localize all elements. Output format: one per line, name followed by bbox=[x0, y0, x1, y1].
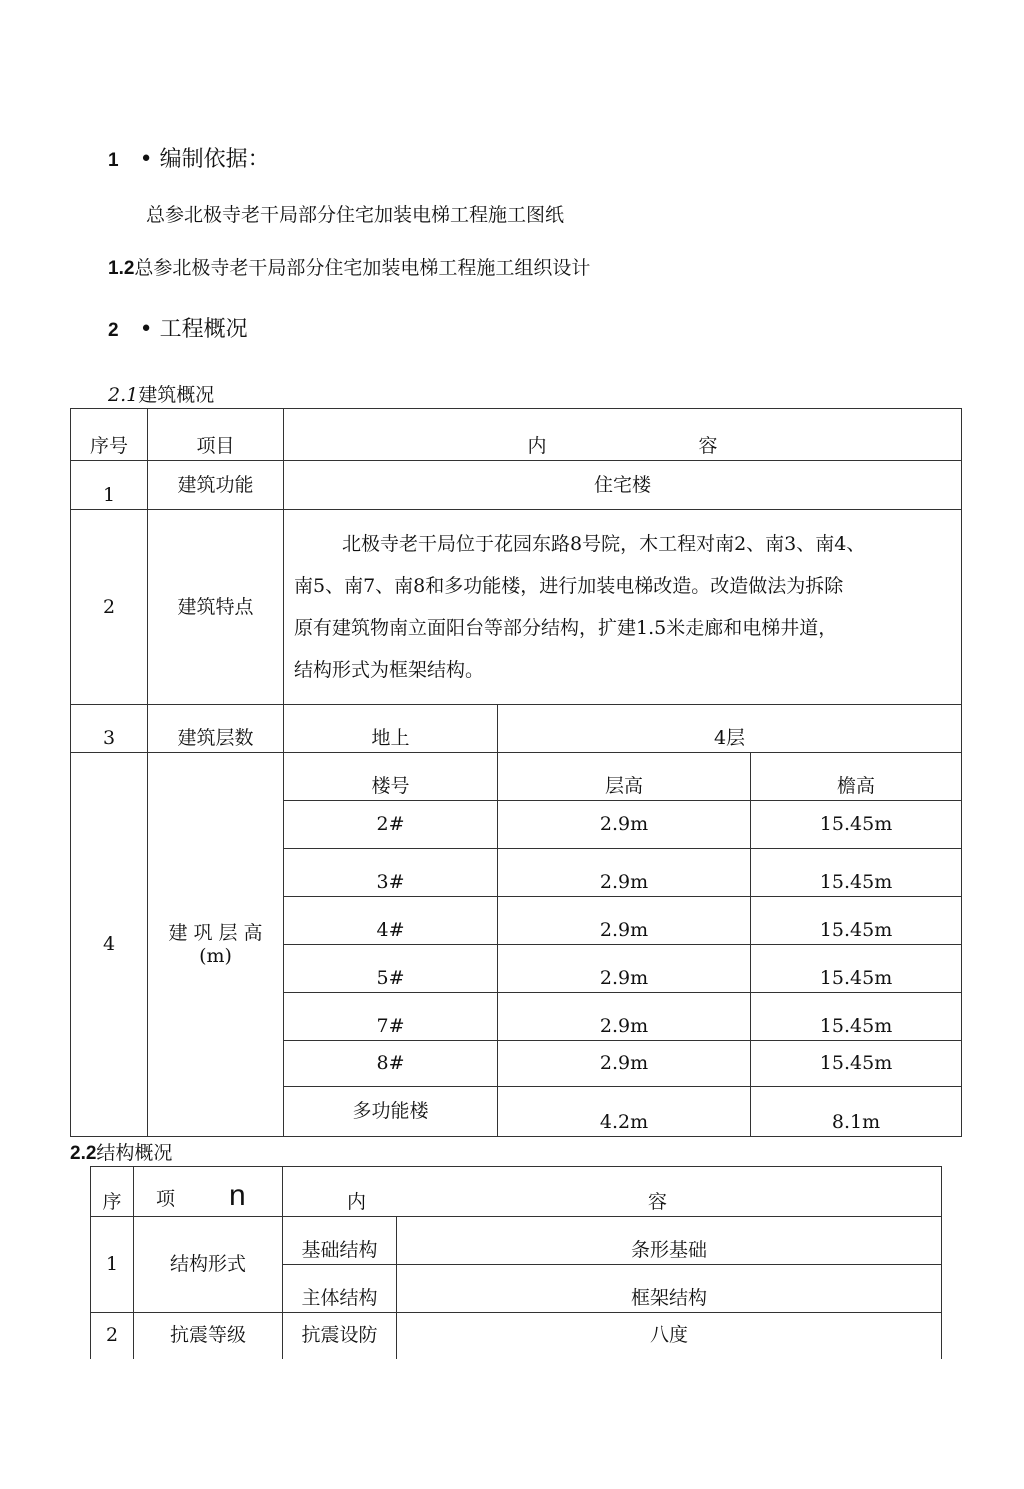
row-2-line-1: 北极寺老干局位于花园东路8号院，木工程对南2、南3、南4、 bbox=[342, 533, 866, 555]
table-row bbox=[71, 705, 962, 753]
main-structure-value: 框架结构 bbox=[397, 1265, 942, 1313]
row-4-item bbox=[148, 753, 284, 1137]
row-1-item: 结构形式 bbox=[134, 1217, 283, 1313]
building-number: 多功能楼 bbox=[284, 1087, 498, 1137]
building-number: 3# bbox=[284, 849, 498, 897]
section-2-1-heading bbox=[108, 380, 214, 407]
building-number: 4# bbox=[284, 897, 498, 945]
row-2-description bbox=[284, 510, 962, 705]
row-3-item: 建筑层数 bbox=[148, 705, 284, 753]
subheader-eave-height: 檐高 bbox=[751, 753, 962, 801]
row-3-above-ground: 地上 bbox=[284, 705, 498, 753]
reference-item-2-number: 1.2 bbox=[108, 258, 135, 279]
section-2-2-heading bbox=[70, 1138, 172, 1165]
row-2-line-4: 结构形式为框架结构。 bbox=[294, 659, 485, 681]
header-content-char-2: 容 bbox=[648, 1191, 668, 1214]
section-2-2-title: 结构概况 bbox=[96, 1142, 173, 1164]
seismic-label: 抗震设防 bbox=[283, 1313, 397, 1359]
table-header-row bbox=[71, 409, 962, 461]
section-2-2-number: 2.2 bbox=[70, 1143, 97, 1164]
header-content-char-1: 内 bbox=[527, 435, 547, 458]
table-row bbox=[91, 1313, 942, 1359]
floor-height: 2.9m bbox=[498, 897, 751, 945]
section-2-1-number: 2.1 bbox=[108, 384, 139, 406]
row-2-no: 2 bbox=[71, 510, 148, 705]
row-1-value: 住宅楼 bbox=[284, 461, 962, 510]
header-no: 序 bbox=[91, 1167, 134, 1217]
reference-item-2 bbox=[108, 253, 590, 280]
eave-height: 8.1m bbox=[751, 1087, 962, 1137]
eave-height: 15.45m bbox=[751, 1041, 962, 1087]
floor-height: 2.9m bbox=[498, 849, 751, 897]
section-1-bullet: • bbox=[139, 147, 153, 172]
building-number: 5# bbox=[284, 945, 498, 993]
row-4-no: 4 bbox=[71, 753, 148, 1137]
section-2-title: 工程概况 bbox=[159, 317, 248, 342]
header-item bbox=[134, 1167, 283, 1217]
header-content bbox=[284, 409, 962, 461]
table-row bbox=[91, 1217, 942, 1265]
header-no: 序号 bbox=[71, 409, 148, 461]
section-1-number: 1 bbox=[108, 150, 119, 171]
header-content bbox=[283, 1167, 942, 1217]
eave-height: 15.45m bbox=[751, 897, 962, 945]
section-2-number: 2 bbox=[108, 320, 119, 341]
foundation-structure-value: 条形基础 bbox=[397, 1217, 942, 1265]
subheader-floor-height: 层高 bbox=[498, 753, 751, 801]
building-number: 2# bbox=[284, 801, 498, 849]
structure-overview-table bbox=[90, 1166, 942, 1359]
eave-height: 15.45m bbox=[751, 993, 962, 1041]
eave-height: 15.45m bbox=[751, 801, 962, 849]
header-content-char-2: 容 bbox=[698, 435, 718, 458]
row-4-item-line-2: (m) bbox=[199, 944, 232, 967]
row-3-floors: 4层 bbox=[498, 705, 962, 753]
row-2-line-3: 原有建筑物南立面阳台等部分结构，扩建1.5米走廊和电梯井道， bbox=[294, 617, 838, 639]
floor-height: 2.9m bbox=[498, 945, 751, 993]
floor-height: 2.9m bbox=[498, 801, 751, 849]
header-content-char-1: 内 bbox=[347, 1191, 367, 1214]
row-2-line-2: 南5、南7、南8和多功能楼，进行加装电梯改造。改造做法为拆除 bbox=[294, 575, 844, 597]
seismic-value: 八度 bbox=[397, 1313, 942, 1359]
row-2-no: 2 bbox=[91, 1313, 134, 1359]
building-overview-table bbox=[70, 408, 962, 1137]
header-item: 项目 bbox=[148, 409, 284, 461]
main-structure-label: 主体结构 bbox=[283, 1265, 397, 1313]
row-2-item: 抗震等级 bbox=[134, 1313, 283, 1359]
header-item-char: 项 bbox=[156, 1188, 176, 1210]
foundation-structure-label: 基础结构 bbox=[283, 1217, 397, 1265]
table-row bbox=[71, 510, 962, 705]
section-2-bullet: • bbox=[139, 317, 153, 342]
row-2-item: 建筑特点 bbox=[148, 510, 284, 705]
table-row bbox=[71, 461, 962, 510]
row-1-item: 建筑功能 bbox=[148, 461, 284, 510]
building-number: 7# bbox=[284, 993, 498, 1041]
section-2-1-title: 建筑概况 bbox=[138, 384, 215, 406]
floor-height: 2.9m bbox=[498, 1041, 751, 1087]
eave-height: 15.45m bbox=[751, 849, 962, 897]
table-row bbox=[71, 753, 962, 801]
section-2-heading bbox=[108, 312, 248, 343]
reference-item-2-text: 总参北极寺老干局部分住宅加装电梯工程施工组织设计 bbox=[134, 257, 591, 279]
section-1-title: 编制依据： bbox=[159, 147, 270, 172]
row-4-item-line-1: 建 巩 层 高 bbox=[168, 921, 263, 944]
header-item-n: n bbox=[229, 1179, 246, 1212]
building-number: 8# bbox=[284, 1041, 498, 1087]
floor-height: 4.2m bbox=[498, 1087, 751, 1137]
table-header-row bbox=[91, 1167, 942, 1217]
eave-height: 15.45m bbox=[751, 945, 962, 993]
section-1-heading bbox=[108, 142, 270, 173]
reference-item-1: 总参北极寺老干局部分住宅加装电梯工程施工图纸 bbox=[146, 204, 565, 226]
subheader-building: 楼号 bbox=[284, 753, 498, 801]
row-1-no: 1 bbox=[71, 461, 148, 510]
row-1-no: 1 bbox=[91, 1217, 134, 1313]
row-3-no: 3 bbox=[71, 705, 148, 753]
floor-height: 2.9m bbox=[498, 993, 751, 1041]
